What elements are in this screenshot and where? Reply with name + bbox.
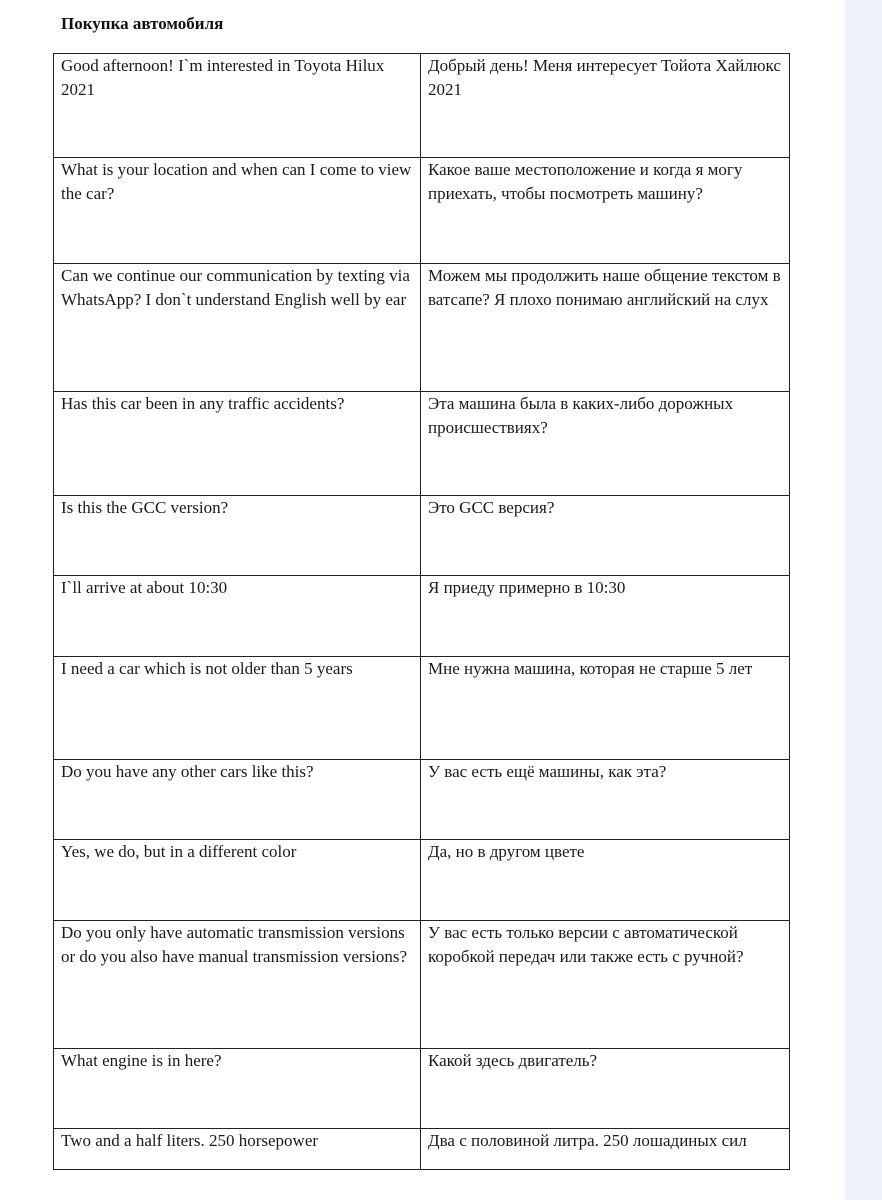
english-phrase: Has this car been in any traffic accidents? <box>61 394 345 413</box>
russian-phrase: Два с половиной литра. 250 лошадиных сил <box>428 1131 747 1150</box>
table-row <box>54 54 790 158</box>
russian-cell <box>421 1129 790 1170</box>
table-row <box>54 576 790 657</box>
table-row <box>54 1049 790 1129</box>
english-cell <box>54 392 421 496</box>
russian-phrase: Эта машина была в каких-либо дорожных происшествиях? <box>428 394 734 437</box>
english-phrase: Two and a half liters. 250 horsepower <box>61 1131 319 1150</box>
russian-phrase: Какой здесь двигатель? <box>428 1051 598 1070</box>
russian-cell <box>421 392 790 496</box>
russian-cell <box>421 54 790 158</box>
english-cell <box>54 54 421 158</box>
russian-cell <box>421 840 790 921</box>
english-cell <box>54 657 421 760</box>
table-row <box>54 760 790 840</box>
table-row <box>54 264 790 392</box>
english-phrase: Good afternoon! I`m interested in Toyota Hilux 2021 <box>61 56 385 99</box>
russian-cell <box>421 657 790 760</box>
english-cell <box>54 496 421 576</box>
english-cell <box>54 760 421 840</box>
english-cell <box>54 1049 421 1129</box>
english-phrase: Can we continue our communication by texting via WhatsApp? I don`t understand English well by ear <box>61 266 410 309</box>
russian-cell <box>421 1049 790 1129</box>
table-row <box>54 921 790 1049</box>
english-cell <box>54 1129 421 1170</box>
table-row <box>54 840 790 921</box>
english-phrase: Yes, we do, but in a different color <box>61 842 297 861</box>
russian-cell <box>421 158 790 264</box>
english-phrase: I`ll arrive at about 10:30 <box>61 578 228 597</box>
russian-phrase: У вас есть только версии с автоматической коробкой передач или также есть с ручной? <box>428 923 744 966</box>
english-cell <box>54 921 421 1049</box>
table-row <box>54 1129 790 1170</box>
english-phrase: Is this the GCC version? <box>61 498 229 517</box>
table-row <box>54 392 790 496</box>
russian-phrase: Можем мы продолжить наше общение текстом в ватсапе? Я плохо понимаю английский на слух <box>428 266 781 309</box>
russian-cell <box>421 576 790 657</box>
russian-cell <box>421 921 790 1049</box>
english-cell <box>54 576 421 657</box>
russian-phrase: Да, но в другом цвете <box>428 842 585 861</box>
document-title: Покупка автомобиля <box>61 14 224 33</box>
table-row <box>54 657 790 760</box>
russian-phrase: Я приеду примерно в 10:30 <box>428 578 626 597</box>
english-phrase: Do you only have automatic transmission versions or do you also have manual transmission versions? <box>61 923 408 966</box>
table-row <box>54 158 790 264</box>
english-phrase: Do you have any other cars like this? <box>61 762 314 781</box>
russian-phrase: Добрый день! Меня интересует Тойота Хайлюкс 2021 <box>428 56 781 99</box>
russian-phrase: Это GCC версия? <box>428 498 555 517</box>
english-cell <box>54 840 421 921</box>
english-phrase: I need a car which is not older than 5 years <box>61 659 353 678</box>
english-cell <box>54 264 421 392</box>
russian-phrase: Какое ваше местоположение и когда я могу приехать, чтобы посмотреть машину? <box>428 160 743 203</box>
russian-cell <box>421 760 790 840</box>
viewer-side-panel <box>845 0 882 1200</box>
russian-phrase: Мне нужна машина, которая не старше 5 лет <box>428 659 753 678</box>
english-cell <box>54 158 421 264</box>
russian-cell <box>421 496 790 576</box>
english-phrase: What is your location and when can I come to view the car? <box>61 160 412 203</box>
english-phrase: What engine is in here? <box>61 1051 222 1070</box>
russian-phrase: У вас есть ещё машины, как эта? <box>428 762 667 781</box>
table-row <box>54 496 790 576</box>
russian-cell <box>421 264 790 392</box>
phrase-table <box>53 53 790 1170</box>
